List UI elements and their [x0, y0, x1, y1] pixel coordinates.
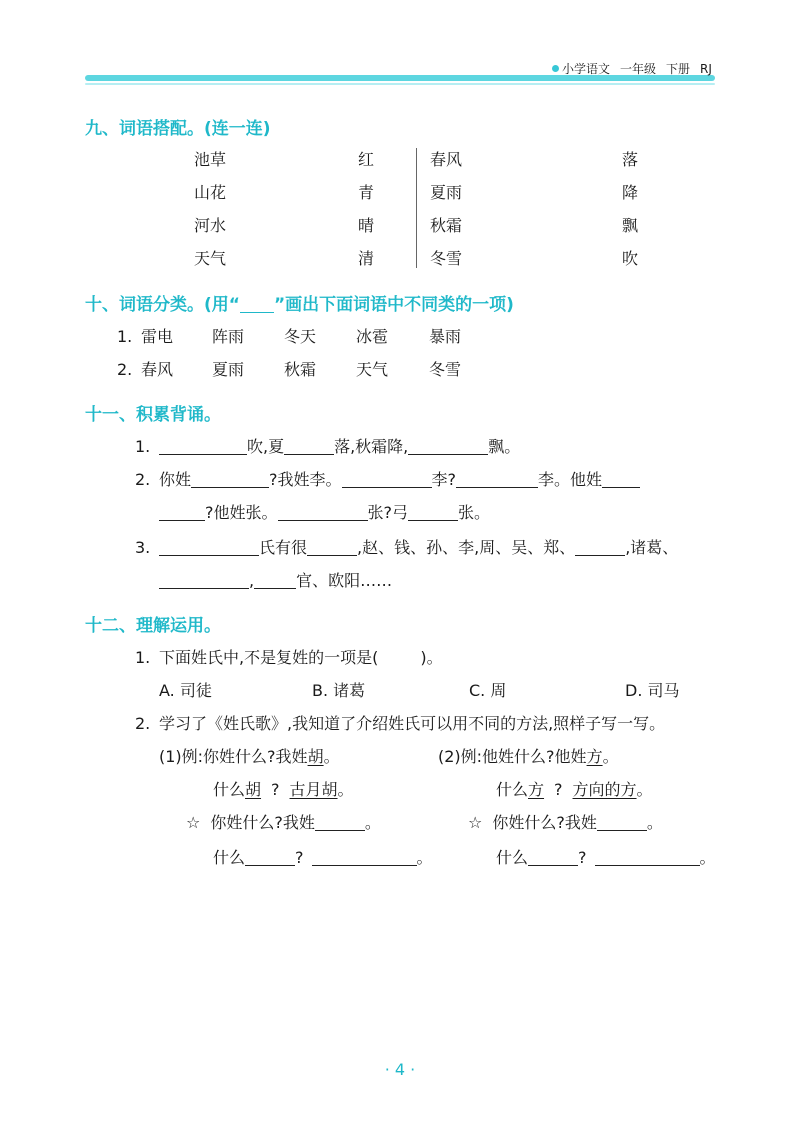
option-a: A. 司徒: [159, 681, 212, 700]
text: 官、欧阳……: [296, 571, 393, 590]
text: 飘。: [488, 437, 521, 456]
recite-q2-line2: [159, 500, 490, 523]
header-volume: 下册: [666, 62, 691, 76]
section-10-title-b: ”画出下面词语中不同类的一项): [273, 295, 514, 315]
apply-q1-options: [159, 678, 680, 701]
blank: [159, 438, 247, 455]
apply-q1: [135, 645, 443, 668]
text: ?: [295, 848, 304, 867]
example-1-line3: [186, 810, 381, 833]
q-number: 2.: [135, 714, 151, 733]
match-word: 冬雪: [430, 249, 463, 268]
match-right-targets: [622, 147, 638, 279]
word: 天气: [356, 360, 389, 379]
blank: [408, 438, 488, 455]
text: ?他姓张。: [205, 503, 278, 522]
match-word: 春风: [430, 150, 463, 169]
blank: [528, 849, 578, 866]
text: (1)例:你姓什么?我姓: [159, 747, 308, 766]
page-number: · 4 ·: [384, 1060, 416, 1079]
option-b: B. 诸葛: [312, 681, 366, 700]
text: ,诸葛、: [625, 538, 679, 557]
blank: [408, 504, 458, 521]
blank: [284, 438, 334, 455]
blank: [159, 539, 259, 556]
text: 下面姓氏中,不是复姓的一项是(: [159, 648, 379, 667]
header-bar-thin: [85, 83, 715, 85]
blank: [456, 471, 538, 488]
underlined-char: 胡: [307, 747, 324, 766]
blank: [597, 814, 647, 831]
text: 你姓: [159, 470, 192, 489]
underlined-char: 方: [586, 747, 603, 766]
text: ?: [554, 780, 563, 799]
match-target: 晴: [358, 216, 375, 235]
word: 冬雪: [429, 360, 462, 379]
word: 春风: [141, 360, 174, 379]
blank: [254, 572, 296, 589]
section-9-title: 九、词语搭配。(连一连): [85, 119, 271, 139]
blank: [315, 814, 365, 831]
match-word: 河水: [194, 216, 227, 235]
section-10-title: [85, 290, 514, 315]
text: ?: [578, 848, 587, 867]
text: 。: [337, 780, 354, 799]
blank: [602, 471, 640, 488]
word: 秋霜: [284, 360, 317, 379]
text: 落,秋霜降,: [334, 437, 409, 456]
text: 。: [416, 848, 433, 867]
match-target: 吹: [622, 249, 639, 268]
blank: [159, 504, 205, 521]
word: 冬天: [284, 327, 317, 346]
word: 夏雨: [212, 360, 245, 379]
recite-q3-line2: [159, 568, 392, 591]
text: 氏有很: [259, 538, 308, 557]
example-2-line3: [468, 810, 663, 833]
blank: [307, 539, 357, 556]
text: 。: [602, 747, 619, 766]
text: ,: [249, 571, 255, 590]
text: 你姓什么?我姓: [492, 813, 597, 832]
match-right-words: [430, 147, 462, 279]
match-target: 降: [622, 183, 639, 202]
blank: [342, 471, 432, 488]
text: 李。他姓: [538, 470, 603, 489]
text: 。: [364, 813, 381, 832]
example-1-line1: [159, 744, 340, 767]
text: ,赵、钱、孙、李,周、吴、郑、: [357, 538, 576, 557]
star-icon: ☆: [186, 813, 201, 832]
text: 。: [646, 813, 663, 832]
bullet-dot-icon: [552, 65, 559, 72]
q-number: 1.: [135, 648, 151, 667]
example-1-line4: [213, 845, 433, 868]
text: 张?弓: [367, 503, 408, 522]
text: 什么: [213, 848, 246, 867]
text: 。: [636, 780, 653, 799]
text: 。: [323, 747, 340, 766]
blank: [159, 572, 249, 589]
match-word: 山花: [194, 183, 227, 202]
match-left-targets: [358, 147, 374, 279]
classify-row-2: [117, 357, 461, 380]
section-10-title-a: 十、词语分类。(用“: [85, 295, 240, 315]
match-target: 飘: [622, 216, 639, 235]
blank: [278, 504, 368, 521]
text: 什么: [213, 780, 246, 799]
word: 暴雨: [429, 327, 462, 346]
underlined-char: 胡: [245, 780, 262, 799]
header-info: [552, 60, 712, 77]
match-target: 红: [358, 150, 375, 169]
match-word: 天气: [194, 249, 227, 268]
text: 什么: [496, 848, 529, 867]
row-number: 1.: [117, 327, 133, 346]
text: 李?: [431, 470, 457, 489]
section-12-title: 十二、理解运用。: [85, 616, 221, 636]
q-number: 2.: [135, 470, 151, 489]
blank: [312, 849, 417, 866]
recite-q3-line1: [135, 535, 678, 558]
blank: [245, 849, 295, 866]
blank: [595, 849, 700, 866]
recite-q1: [135, 434, 520, 457]
example-2-line2: [496, 777, 653, 800]
option-d: D. 司马: [625, 681, 680, 700]
example-2-line1: [438, 744, 619, 767]
underline-sample: [240, 295, 274, 313]
blank: [575, 539, 625, 556]
text: 学习了《姓氏歌》,我知道了介绍姓氏可以用不同的方法,照样子写一写。: [159, 714, 666, 733]
header-subject: 小学语文: [562, 62, 611, 76]
section-11-title: 十一、积累背诵。: [85, 405, 221, 425]
apply-q2: [135, 711, 665, 734]
text: ?我姓李。: [269, 470, 342, 489]
match-target: 清: [358, 249, 375, 268]
example-1-line2: [213, 777, 354, 800]
header-grade: 一年级: [620, 62, 657, 76]
word: 雷电: [141, 327, 174, 346]
match-word: 夏雨: [430, 183, 463, 202]
header-edition: RJ: [700, 62, 712, 76]
q-number: 1.: [135, 437, 151, 456]
q-number: 3.: [135, 538, 151, 557]
match-word: 秋霜: [430, 216, 463, 235]
text: 。: [699, 848, 716, 867]
text: 张。: [458, 503, 491, 522]
example-2-line4: [496, 845, 716, 868]
star-icon: ☆: [468, 813, 483, 832]
text: 吹,夏: [247, 437, 285, 456]
text: )。: [420, 648, 443, 667]
recite-q2-line1: [135, 467, 640, 490]
row-number: 2.: [117, 360, 133, 379]
match-target: 青: [358, 183, 375, 202]
underlined-answer: 方向的方: [572, 780, 637, 799]
underlined-char: 方: [528, 780, 545, 799]
underlined-answer: 古月胡: [289, 780, 338, 799]
word: 冰雹: [356, 327, 389, 346]
match-divider: [416, 148, 417, 268]
match-left-words: [194, 147, 226, 279]
text: 什么: [496, 780, 529, 799]
option-c: C. 周: [469, 681, 507, 700]
match-target: 落: [622, 150, 639, 169]
blank: [191, 471, 269, 488]
text: 你姓什么?我姓: [210, 813, 315, 832]
classify-row-1: [117, 324, 461, 347]
text: ?: [271, 780, 280, 799]
match-word: 池草: [194, 150, 227, 169]
word: 阵雨: [212, 327, 245, 346]
text: (2)例:他姓什么?他姓: [438, 747, 587, 766]
